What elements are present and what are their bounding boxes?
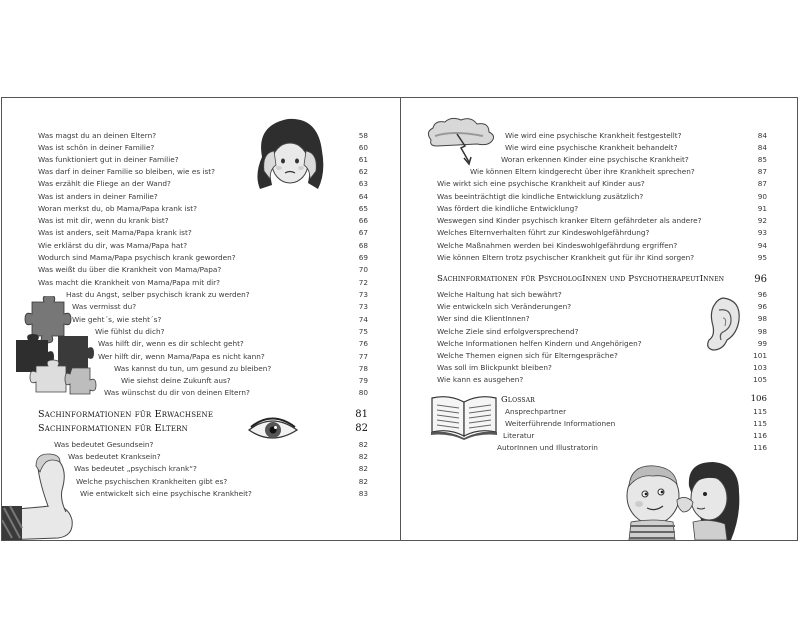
eye-icon [246, 414, 300, 446]
cloud-icon [423, 116, 503, 168]
toc-section-heading[interactable]: Sachinformationen für PsychologInnen und PsychotherapeutInnen 96 [437, 274, 767, 285]
flexed-arm-icon [2, 450, 82, 542]
puzzle-icon [14, 296, 102, 396]
toc-section-heading[interactable]: Glossar 106 [501, 394, 767, 404]
girl-head-icon [252, 113, 328, 195]
toc-section-heading[interactable]: Sachinformationen für Erwachsene 81 [38, 409, 368, 420]
toc-section-heading[interactable]: Sachinformationen für Eltern 82 [38, 423, 368, 434]
open-book-icon [429, 394, 499, 440]
right-page: Wie wird eine psychische Krankheit festgestellt? 84 Wie wird eine psychische Krankheit behandelt? 84 Woran erkennen Kinder eine psychische Krankheit? 85 Wie können Eltern kindgerecht über ihre Krankheit sprechen? 87 Wie wirkt sich eine psychische Krankheit auf Kinder aus? 87 Was beeinträchtigt die kindliche Entwicklung zusätzlich? 90 Was fördert die kindliche Entwicklung? 91 Weswegen sind Kinder psychisch kranker Eltern gefährdeter als andere? 92 Welches Elternverhalten führt zur Kindeswohlgefährdung? 93 Welche Maßnahmen werden bei Kindeswohlgefährdung ergriffen? 94 Wie können Eltern trotz psychischer Krankheit gut für ihr Kind sorgen? 95 Sachinformationen für PsychologInnen und PsychotherapeutInnen 96 Welche Haltung hat sich bewährt? 96 Wie entwickeln sich Veränderungen? 96 Wer sind die KlientInnen? 98 Welche Ziele sind erfolgversprechend? 98 Welche Informationen helfen Kindern und Angehörigen? 99 Welche Themen eignen sich für Elterngespräche? 101 Was soll im Blickpunkt bleiben? 103 Wie kann es ausgehen? 105 Glossar 106 Ansprechpartner 115 Weiterführende Informationen 115 Literatur 116 AutorInnen und Illustratorin 116 [401, 98, 797, 540]
left-page: Was magst du an deinen Eltern? 58 Was ist schön in deiner Familie? 60 Was funktioniert gut in deiner Familie? 61 Was darf in deiner Familie so bleiben, wie es ist? 62 Was erzählt die Fliege an der Wand? 63 Was ist anders in deiner Familie? 64 Woran merkst du, ob Mama/Papa krank ist? 65 Was ist mit dir, wenn du krank bist? 66 Was ist anders, seit Mama/Papa krank ist? 67 Wie erklärst du dir, was Mama/Papa hat? 68 Wodurch sind Mama/Papa psychisch krank geworden? 69 Was weißt du über die Krankheit von Mama/Papa? 70 Was macht die Krankheit von Mama/Papa mit dir? 72 Hast du Angst, selber psychisch krank zu werden? 73 Was vermisst du? 73 Wie geht´s, wie steht´s? 74 Wie fühlst du dich? 75 Was hilft dir, wenn es dir schlecht geht? 76 Wer hilft dir, wenn Mama/Papa es nicht kann? 77 Was kannst du tun, um gesund zu bleiben? 78 Wie siehst deine Zukunft aus? 79 Was wünschst du dir von deinen Eltern? 80 Sachinformationen für Erwachsene 81 Sachinformationen für Eltern 82 Was bedeutet Gesundsein? 82 Was bedeutet Kranksein? 82 Was bedeutet „psychisch krank“? 82 Welche psychischen Krankheiten gibt es? 82 Wie entwickelt sich eine psychische Krankheit? 83 [2, 98, 400, 540]
book-spread [1, 97, 798, 541]
children-whispering-icon [613, 456, 749, 540]
ear-icon [703, 296, 743, 354]
